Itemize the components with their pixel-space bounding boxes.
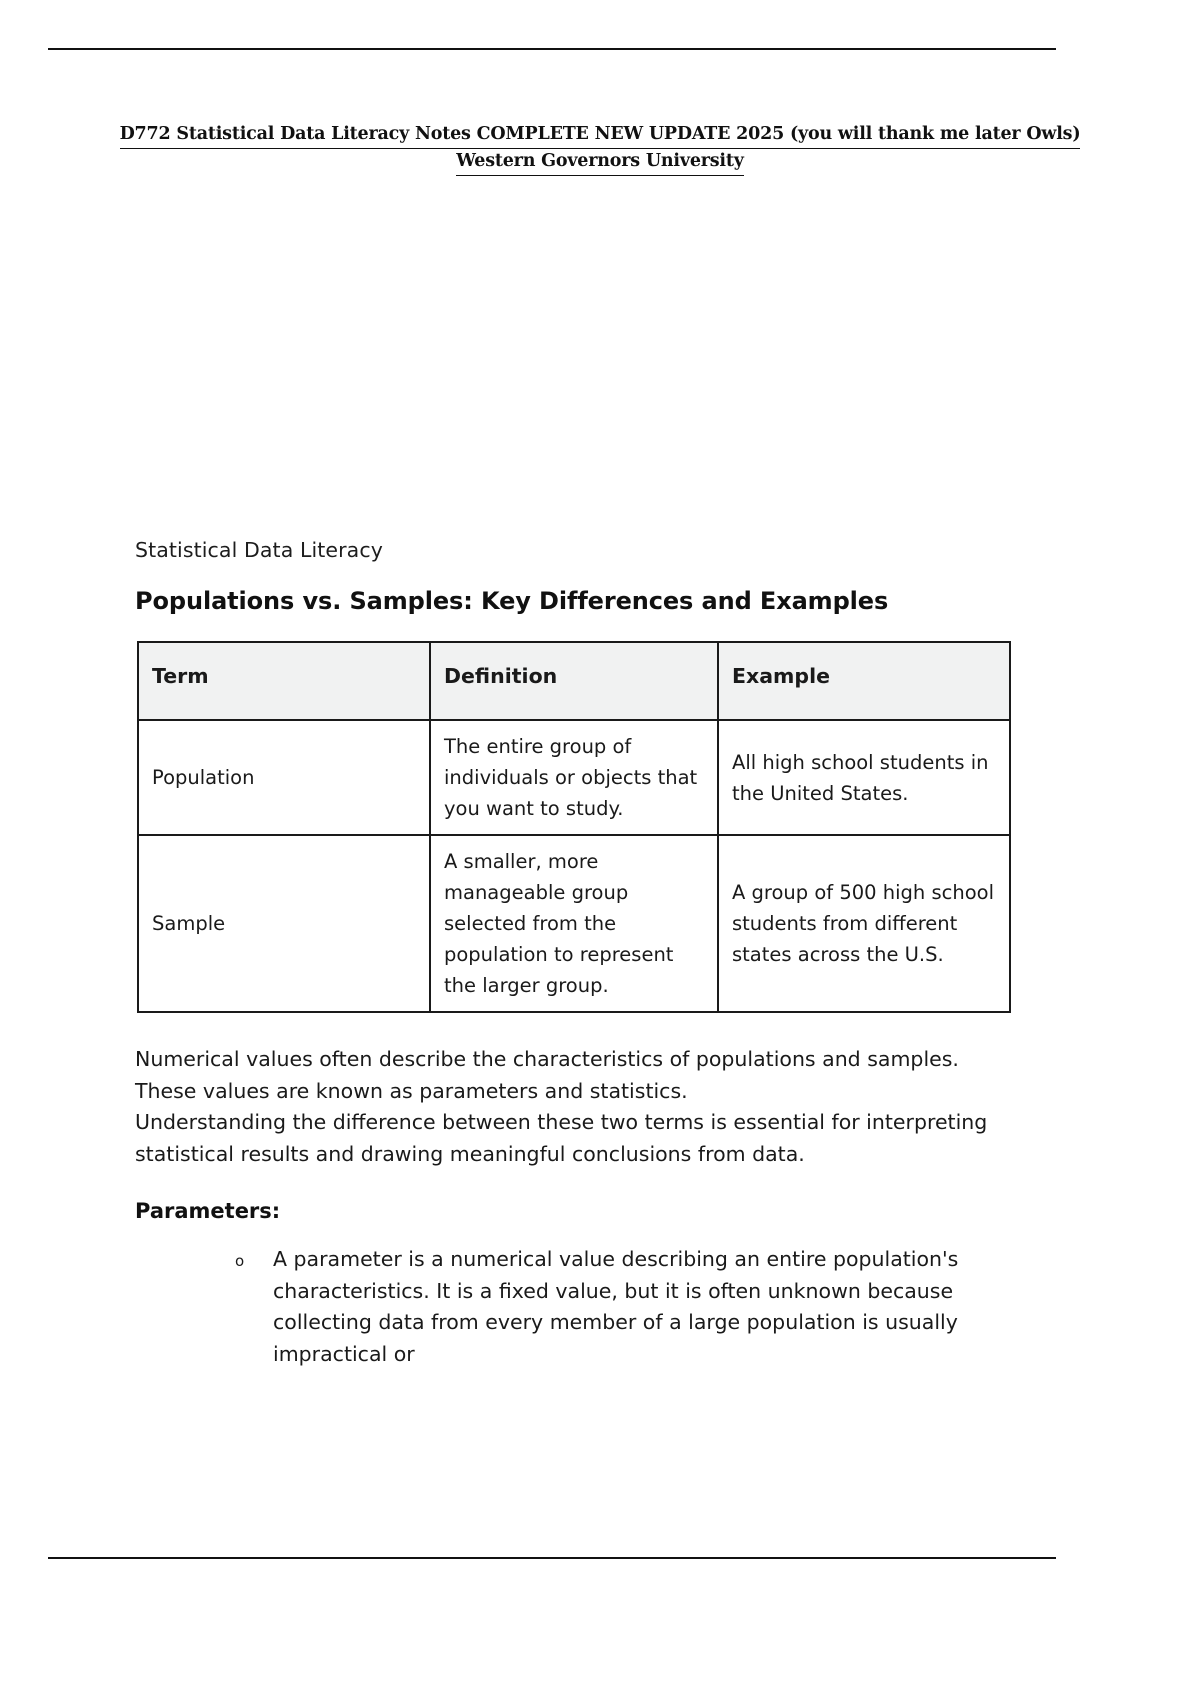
parameters-heading: Parameters: (135, 1199, 281, 1223)
list-item (233, 1244, 1015, 1370)
course-subject-label: Statistical Data Literacy (135, 538, 383, 562)
cell-definition-sample: A smaller, more manageable group selected from the population to represent the larger group. (430, 835, 718, 1012)
list-item-text: A parameter is a numerical value describing an entire population's characteristics. It is a fixed value, but it is often unknown because collecting data from every member of a large population is usually impractical or (273, 1247, 959, 1366)
document-title-line-1: D772 Statistical Data Literacy Notes COMPLETE NEW UPDATE 2025 (you will thank me later Owls) (0, 122, 1200, 149)
document-title-line-2: Western Governors University (0, 149, 1200, 176)
paragraph-numerical-values: Numerical values often describe the characteristics of populations and samples. These values are known as parameters and statistics. (135, 1047, 959, 1103)
parameters-bullet-list (135, 1244, 1015, 1370)
populations-vs-samples-table (137, 641, 1011, 1013)
cell-example-population: All high school students in the United States. (718, 720, 1010, 835)
table-row (138, 720, 1010, 835)
section-heading: Populations vs. Samples: Key Differences and Examples (135, 587, 889, 615)
column-header-definition: Definition (430, 642, 718, 720)
document-content (135, 536, 1015, 1370)
cell-term-population: Population (138, 720, 430, 835)
cell-term-sample: Sample (138, 835, 430, 1012)
bullet-marker-icon: o (235, 1252, 245, 1270)
column-header-term: Term (138, 642, 430, 720)
page-bottom-rule (48, 1557, 1056, 1559)
page-top-rule (48, 48, 1056, 50)
column-header-example: Example (718, 642, 1010, 720)
table-header-row (138, 642, 1010, 720)
table-row (138, 835, 1010, 1012)
cell-example-sample: A group of 500 high school students from different states across the U.S. (718, 835, 1010, 1012)
document-title (0, 122, 1200, 176)
paragraph-understanding-difference: Understanding the difference between these two terms is essential for interpreting statistical results and drawing meaningful conclusions from data. (135, 1110, 988, 1166)
cell-definition-population: The entire group of individuals or objects that you want to study. (430, 720, 718, 835)
